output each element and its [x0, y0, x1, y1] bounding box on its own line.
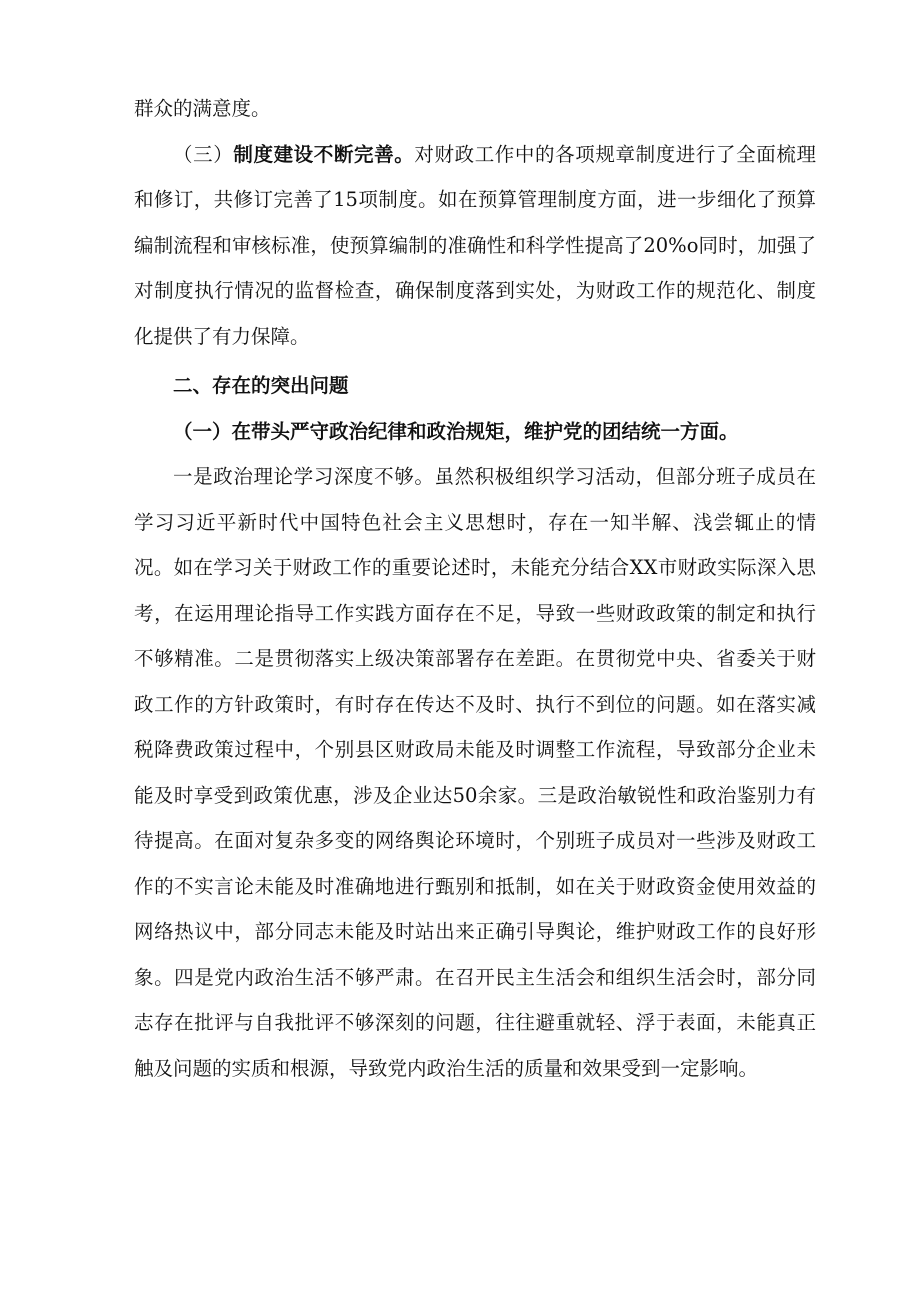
item-number: （三） [173, 142, 234, 166]
paragraph-institution-building [134, 132, 816, 360]
item-heading: 制度建设不断完善。 [233, 142, 415, 166]
paragraph-problems: 一是政治理论学习深度不够。虽然积极组织学习活动，但部分班子成员在学习习近平新时代中国特色社会主义思想时，存在一知半解、浅尝辄止的情况。如在学习关于财政工作的重要论述时，未能充分结合XX市财政实际深入思考，在运用理论指导工作实践方面存在不足，导致一些财政政策的制定和执行不够精准。二是贯彻落实上级决策部署存在差距。在贯彻党中央、省委关于财政工作的方针政策时，有时存在传达不及时、执行不到位的问题。如在落实减税降费政策过程中，个别县区财政局未能及时调整工作流程，导致部分企业未能及时享受到政策优惠，涉及企业达50余家。三是政治敏锐性和政治鉴别力有待提高。在面对复杂多变的网络舆论环境时，个别班子成员对一些涉及财政工作的不实言论未能及时准确地进行甄别和抵制，如在关于财政资金使用效益的网络热议中，部分同志未能及时站出来正确引导舆论，维护财政工作的良好形象。四是党内政治生活不够严肃。在召开民主生活会和组织生活会时，部分同志存在批评与自我批评不够深刻的问题，往往避重就轻、浮于表面，未能真正触及问题的实质和根源，导致党内政治生活的质量和效果受到一定影响。 [134, 465, 816, 1080]
item-body: 对财政工作中的各项规章制度进行了全面梳理和修订，共修订完善了15项制度。如在预算管理制度方面，进一步细化了预算编制流程和审核标准，使预算编制的准确性和科学性提高了20%o同时，加强了对制度执行情况的监督检查，确保制度落到实处，为财政工作的规范化、制度化提供了有力保障。 [134, 142, 816, 348]
paragraph-continuation: 群众的满意度。 [134, 97, 271, 120]
subsection-heading: （一）在带头严守政治纪律和政治规矩，维护党的团结统一方面。 [173, 419, 739, 443]
section-heading: 二、存在的突出问题 [173, 374, 349, 397]
